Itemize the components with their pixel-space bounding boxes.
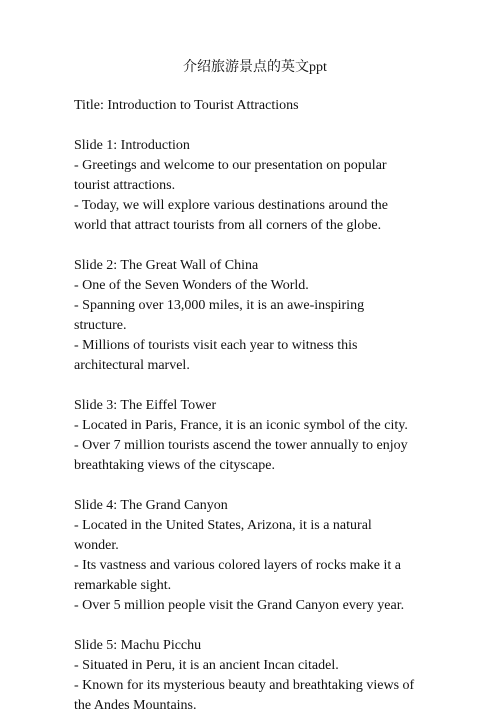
slide-heading: Slide 5: Machu Picchu	[74, 638, 202, 653]
slide-section-2	[74, 256, 418, 376]
slide-section-3	[74, 396, 418, 476]
slide-bullet: - Its vastness and various colored layers of rocks make it a remarkable sight.	[74, 558, 401, 593]
slide-heading: Slide 3: The Eiffel Tower	[74, 398, 217, 413]
presentation-title: Title: Introduction to Tourist Attractions	[74, 98, 299, 113]
slide-bullet: - Today, we will explore various destinations around the world that attract tourists from all corners of the globe.	[74, 198, 388, 233]
slide-bullet: - Over 5 million people visit the Grand Canyon every year.	[74, 598, 405, 613]
document-heading: 介绍旅游景点的英文ppt	[183, 60, 327, 75]
slide-heading: Slide 2: The Great Wall of China	[74, 258, 259, 273]
slide-heading: Slide 1: Introduction	[74, 138, 190, 153]
slide-bullet: - Greetings and welcome to our presentation on popular tourist attractions.	[74, 158, 387, 193]
slide-section-1	[74, 136, 418, 236]
slide-bullet: - Situated in Peru, it is an ancient Incan citadel.	[74, 658, 339, 673]
slide-bullet: - Millions of tourists visit each year to witness this architectural marvel.	[74, 338, 358, 373]
slide-bullet: - Located in Paris, France, it is an iconic symbol of the city.	[74, 418, 408, 433]
slide-bullet: - Spanning over 13,000 miles, it is an awe-inspiring structure.	[74, 298, 365, 333]
slide-bullet: - One of the Seven Wonders of the World.	[74, 278, 309, 293]
slide-bullet: - Over 7 million tourists ascend the tower annually to enjoy breathtaking views of the cityscape.	[74, 438, 408, 473]
slide-section-5	[74, 636, 418, 716]
slide-heading: Slide 4: The Grand Canyon	[74, 498, 228, 513]
slide-section-4	[74, 496, 418, 616]
slide-bullet: - Known for its mysterious beauty and breathtaking views of the Andes Mountains.	[74, 678, 415, 713]
slide-bullet: - Located in the United States, Arizona, it is a natural wonder.	[74, 518, 372, 553]
